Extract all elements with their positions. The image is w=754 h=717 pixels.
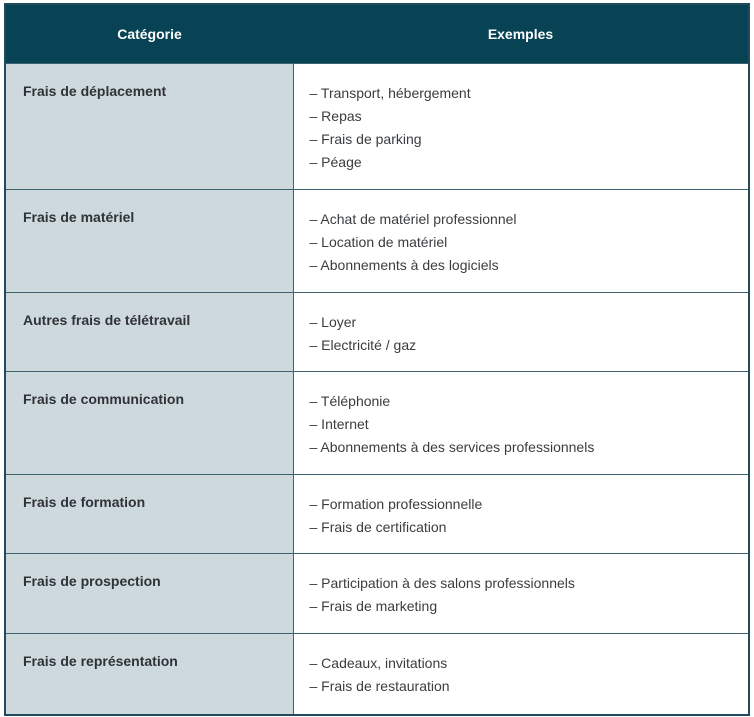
category-cell: Frais de représentation — [5, 634, 293, 715]
example-item: – Frais de marketing — [309, 598, 438, 614]
header-row — [5, 4, 749, 64]
example-item: – Achat de matériel professionnel — [309, 211, 517, 227]
category-cell: Autres frais de télétravail — [5, 293, 293, 372]
example-item: – Location de matériel — [309, 234, 448, 250]
example-item: – Loyer — [309, 314, 357, 330]
table-row — [5, 293, 749, 372]
example-item: – Cadeaux, invitations — [309, 655, 448, 671]
category-cell: Frais de prospection — [5, 554, 293, 634]
examples-cell — [293, 372, 749, 475]
example-item: – Repas — [309, 108, 362, 124]
examples-cell — [293, 64, 749, 190]
example-item: – Péage — [309, 154, 362, 170]
table-row — [5, 190, 749, 293]
examples-cell — [293, 554, 749, 634]
table-row — [5, 372, 749, 475]
example-item: – Formation professionnelle — [309, 496, 483, 512]
example-item: – Frais de parking — [309, 131, 422, 147]
table-row — [5, 475, 749, 554]
example-item: – Transport, hébergement — [309, 85, 471, 101]
example-item: – Abonnements à des logiciels — [309, 257, 499, 273]
expense-categories-table — [4, 3, 750, 716]
example-item: – Internet — [309, 416, 369, 432]
examples-cell — [293, 634, 749, 715]
example-item: – Abonnements à des services professionnels — [309, 439, 595, 455]
example-item: – Frais de restauration — [309, 678, 450, 694]
table-row — [5, 554, 749, 634]
examples-cell — [293, 475, 749, 554]
header-examples: Exemples — [293, 4, 749, 64]
example-item: – Electricité / gaz — [309, 337, 417, 353]
category-cell: Frais de communication — [5, 372, 293, 475]
category-cell: Frais de déplacement — [5, 64, 293, 190]
examples-cell — [293, 190, 749, 293]
table-row — [5, 634, 749, 715]
category-cell: Frais de formation — [5, 475, 293, 554]
example-item: – Frais de certification — [309, 519, 447, 535]
category-cell: Frais de matériel — [5, 190, 293, 293]
table-row — [5, 64, 749, 190]
example-item: – Téléphonie — [309, 393, 391, 409]
header-category: Catégorie — [5, 4, 293, 64]
example-item: – Participation à des salons professionnels — [309, 575, 575, 591]
examples-cell — [293, 293, 749, 372]
